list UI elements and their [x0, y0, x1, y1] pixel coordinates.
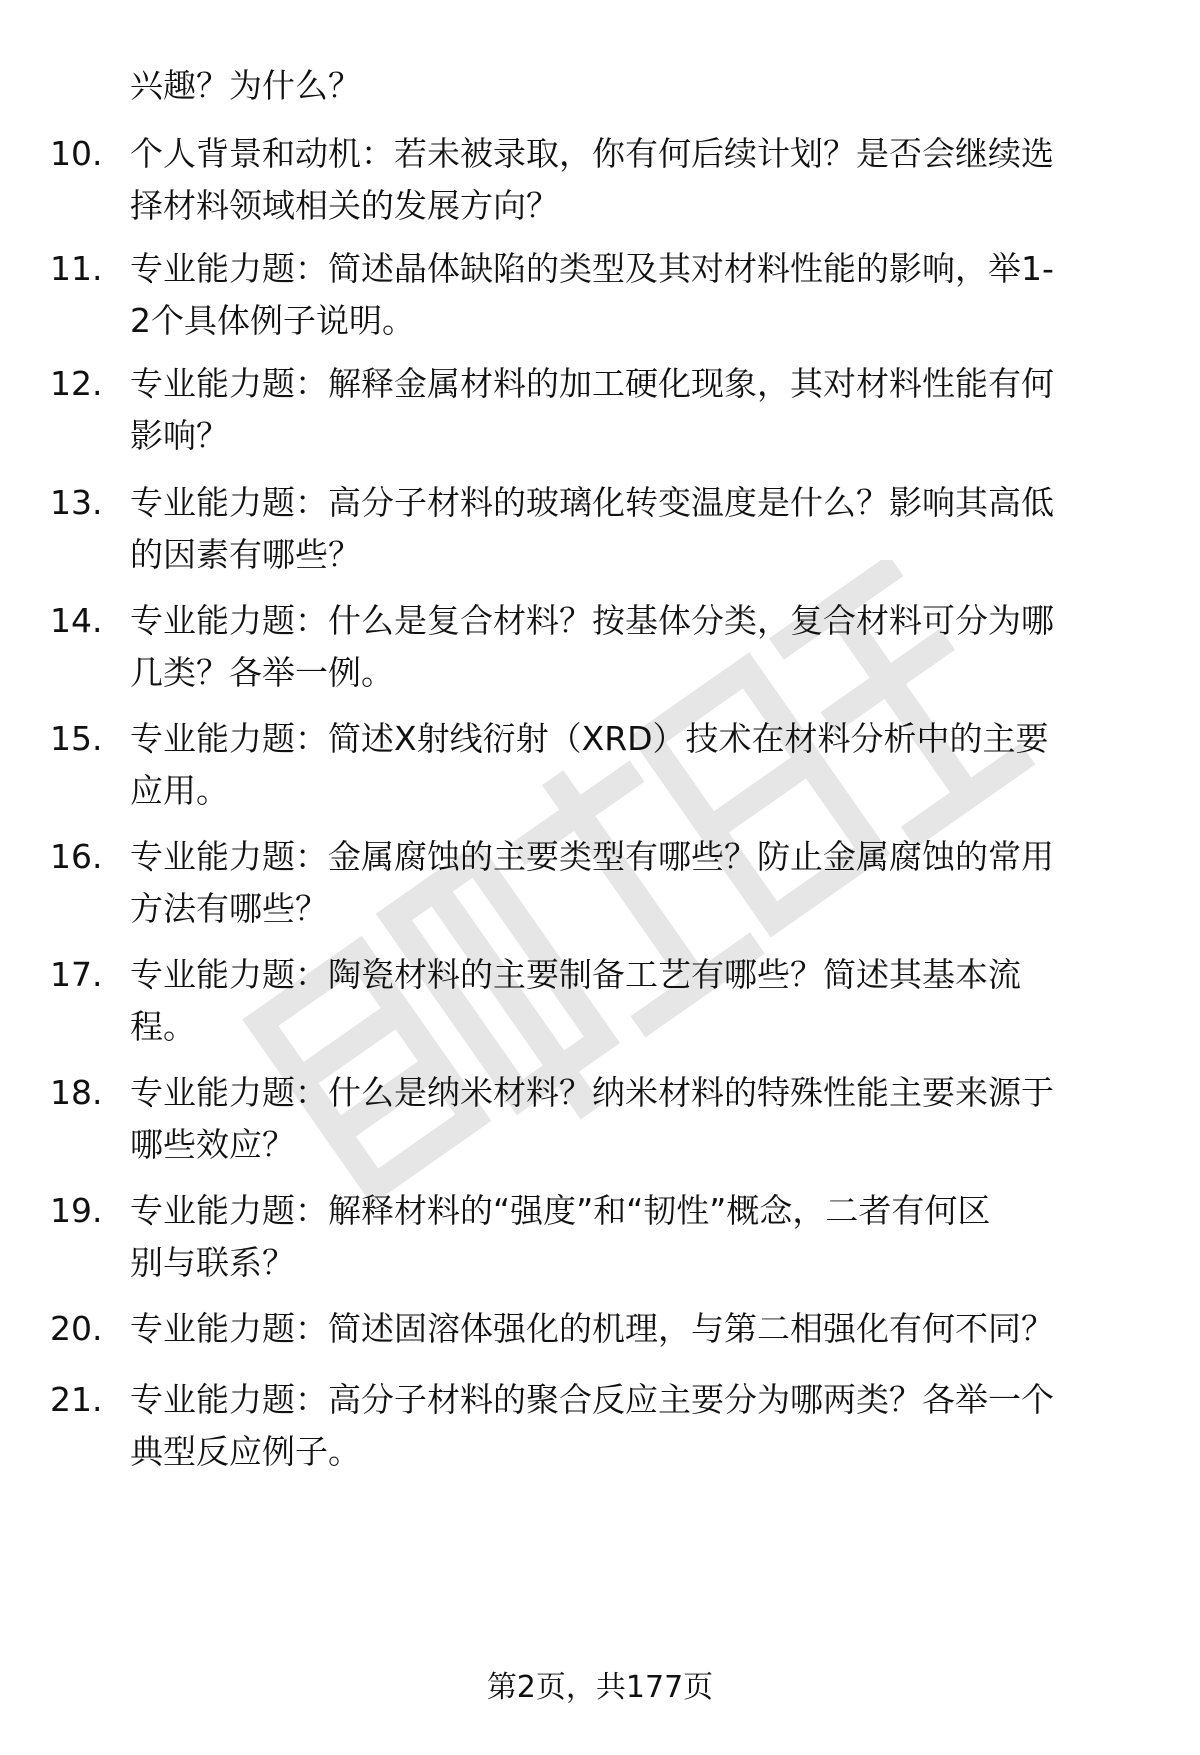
question-number: 11.: [50, 249, 103, 288]
question-number: 16.: [50, 837, 103, 876]
question-text: [130, 1067, 1140, 1171]
question-item: [0, 831, 1200, 941]
question-number: 17.: [50, 955, 103, 994]
question-text: [130, 1374, 1140, 1478]
question-line: 专业能力题：简述固溶体强化的机理，与第二相强化有何不同？: [130, 1309, 1054, 1348]
question-item: [0, 358, 1200, 468]
question-item: [0, 949, 1200, 1059]
question-number: 12.: [50, 364, 103, 403]
question-text: [130, 1185, 1140, 1289]
question-item: [0, 1067, 1200, 1177]
question-number: 18.: [50, 1073, 103, 1112]
question-number: 20.: [50, 1309, 103, 1348]
question-line: 专业能力题：什么是复合材料？按基体分类，复合材料可分为哪: [130, 601, 1054, 640]
question-text: [130, 477, 1140, 581]
question-item: [0, 1185, 1200, 1295]
question-item: [0, 128, 1200, 238]
question-line: 几类？各举一例。: [130, 653, 394, 692]
question-line: 专业能力题：解释材料的“强度”和“韧性”概念，二者有何区: [130, 1191, 991, 1230]
question-item: [0, 1374, 1200, 1484]
question-line: 择材料领域相关的发展方向？: [130, 186, 559, 225]
question-line: 专业能力题：金属腐蚀的主要类型有哪些？防止金属腐蚀的常用: [130, 837, 1054, 876]
question-line: 方法有哪些？: [130, 889, 328, 928]
question-line: 程。: [130, 1007, 196, 1046]
question-text: [130, 949, 1140, 1053]
question-line: 2个具体例子说明。: [130, 301, 415, 340]
question-line: 别与联系？: [130, 1243, 295, 1282]
question-line: 专业能力题：高分子材料的聚合反应主要分为哪两类？各举一个: [130, 1380, 1054, 1419]
question-line: 专业能力题：高分子材料的玻璃化转变温度是什么？影响其高低: [130, 483, 1054, 522]
question-number: 14.: [50, 601, 103, 640]
question-line: 专业能力题：简述X射线衍射（XRD）技术在材料分析中的主要: [130, 719, 1049, 758]
question-item: [0, 595, 1200, 705]
question-line: 的因素有哪些？: [130, 535, 361, 574]
page-number-footer: 第2页，共177页: [486, 1670, 714, 1705]
question-text: [130, 713, 1140, 817]
question-line: 专业能力题：解释金属材料的加工硬化现象，其对材料性能有何: [130, 364, 1054, 403]
question-number: 21.: [50, 1380, 103, 1419]
question-line: 个人背景和动机：若未被录取，你有何后续计划？是否会继续选: [130, 134, 1054, 173]
question-number: 19.: [50, 1191, 103, 1230]
continuation-line: 兴趣？为什么？: [130, 66, 361, 105]
question-item: [0, 713, 1200, 823]
question-line: 典型反应例子。: [130, 1432, 361, 1471]
question-number: 10.: [50, 134, 103, 173]
question-number: 13.: [50, 483, 103, 522]
question-line: 专业能力题：陶瓷材料的主要制备工艺有哪些？简述其基本流: [130, 955, 1021, 994]
question-number: 15.: [50, 719, 103, 758]
question-text: [130, 1303, 1140, 1355]
question-item: [0, 477, 1200, 587]
question-item: [0, 243, 1200, 353]
question-text: [130, 128, 1140, 232]
question-line: 专业能力题：什么是纳米材料？纳米材料的特殊性能主要来源于: [130, 1073, 1054, 1112]
question-text: [130, 358, 1140, 462]
question-text: [130, 831, 1140, 935]
question-line: 影响？: [130, 416, 229, 455]
question-line: 应用。: [130, 771, 229, 810]
question-line: 哪些效应？: [130, 1125, 295, 1164]
question-text: [130, 243, 1140, 347]
question-line: 专业能力题：简述晶体缺陷的类型及其对材料性能的影响，举1-: [130, 249, 1054, 288]
question-text: [130, 595, 1140, 699]
